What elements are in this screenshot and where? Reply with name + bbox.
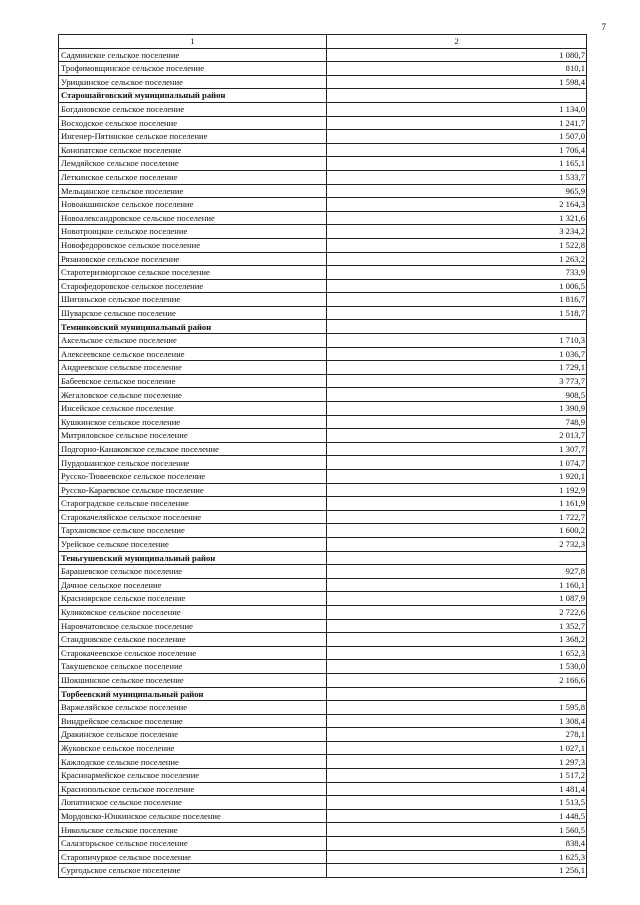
settlement-name: Пурдошанское сельское поселение — [59, 456, 327, 470]
table-row — [59, 157, 587, 171]
amount-value — [327, 320, 587, 334]
table-row — [59, 728, 587, 742]
settlement-name: Митряловское сельское поселение — [59, 429, 327, 443]
amount-value: 1 595,8 — [327, 701, 587, 715]
amount-value: 1 321,6 — [327, 211, 587, 225]
table-row — [59, 782, 587, 796]
amount-value: 1 241,7 — [327, 116, 587, 130]
table-row — [59, 361, 587, 375]
table-row — [59, 714, 587, 728]
settlement-name: Старопичуркое сельское поселение — [59, 850, 327, 864]
table-row — [59, 374, 587, 388]
amount-value: 2 013,7 — [327, 429, 587, 443]
table-row — [59, 796, 587, 810]
settlement-name: Урицкинское сельское поселение — [59, 75, 327, 89]
settlement-name: Красноармейское сельское поселение — [59, 769, 327, 783]
amount-value: 3 234,2 — [327, 225, 587, 239]
table-row — [59, 279, 587, 293]
settlement-name: Леткинское сельское поселение — [59, 170, 327, 184]
settlement-name: Старотеризморгское сельское поселение — [59, 266, 327, 280]
settlement-name: Сургодьское сельское поселение — [59, 864, 327, 878]
settlement-name: Лопатинское сельское поселение — [59, 796, 327, 810]
amount-value — [327, 687, 587, 701]
district-name: Старошайговский муниципальный район — [59, 89, 327, 103]
table-body — [59, 48, 587, 877]
table-row — [59, 565, 587, 579]
district-header-row — [59, 320, 587, 334]
table-row — [59, 605, 587, 619]
table-row — [59, 75, 587, 89]
settlement-name: Варжеляйское сельское поселение — [59, 701, 327, 715]
settlement-name: Старокачеляйское сельское поселение — [59, 510, 327, 524]
settlement-name: Урейское сельское поселение — [59, 537, 327, 551]
table-row — [59, 619, 587, 633]
amount-value: 1 522,8 — [327, 238, 587, 252]
table-row — [59, 660, 587, 674]
amount-value: 965,9 — [327, 184, 587, 198]
amount-value: 1 256,1 — [327, 864, 587, 878]
amount-value: 1 080,7 — [327, 48, 587, 62]
table-row — [59, 578, 587, 592]
amount-value: 1 722,7 — [327, 510, 587, 524]
amount-value: 810,1 — [327, 62, 587, 76]
settlement-name: Бабеевское сельское поселение — [59, 374, 327, 388]
settlement-name: Шокшинское сельское поселение — [59, 673, 327, 687]
table-row — [59, 102, 587, 116]
table-row — [59, 741, 587, 755]
settlement-name: Ингенер-Пятинское сельское поселение — [59, 130, 327, 144]
amount-value: 278,1 — [327, 728, 587, 742]
settlement-name: Дракинское сельское поселение — [59, 728, 327, 742]
table-row — [59, 143, 587, 157]
settlement-name: Наровчатовское сельское поселение — [59, 619, 327, 633]
table-row — [59, 116, 587, 130]
table-header-row — [59, 35, 587, 49]
table-row — [59, 592, 587, 606]
amount-value: 1 507,0 — [327, 130, 587, 144]
amount-value: 1 087,9 — [327, 592, 587, 606]
amount-value: 908,5 — [327, 388, 587, 402]
settlement-name: Стандровское сельское поселение — [59, 633, 327, 647]
table-row — [59, 48, 587, 62]
table-row — [59, 388, 587, 402]
amount-value: 3 773,7 — [327, 374, 587, 388]
table-row — [59, 823, 587, 837]
table-row — [59, 184, 587, 198]
table-row — [59, 769, 587, 783]
settlements-table-container — [58, 34, 586, 878]
settlement-name: Новотроицкое сельское поселение — [59, 225, 327, 239]
settlement-name: Виндрейское сельское поселение — [59, 714, 327, 728]
settlement-name: Конопатское сельское поселение — [59, 143, 327, 157]
table-row — [59, 211, 587, 225]
amount-value: 1 160,1 — [327, 578, 587, 592]
amount-value: 2 164,3 — [327, 198, 587, 212]
amount-value: 2 732,3 — [327, 537, 587, 551]
settlement-name: Шуварское сельское поселение — [59, 306, 327, 320]
settlement-name: Русско-Тювеевское сельское поселение — [59, 470, 327, 484]
settlement-name: Лемдяйское сельское поселение — [59, 157, 327, 171]
settlement-name: Инсейское сельское поселение — [59, 402, 327, 416]
table-row — [59, 755, 587, 769]
amount-value: 1 920,1 — [327, 470, 587, 484]
table-row — [59, 225, 587, 239]
page-number: 7 — [601, 22, 606, 32]
settlement-name: Красноярское сельское поселение — [59, 592, 327, 606]
table-row — [59, 238, 587, 252]
settlement-name: Старокачеевское сельское поселение — [59, 646, 327, 660]
amount-value: 1 165,1 — [327, 157, 587, 171]
amount-value: 1 481,4 — [327, 782, 587, 796]
settlement-name: Богдановское сельское поселение — [59, 102, 327, 116]
amount-value: 1 161,9 — [327, 497, 587, 511]
settlements-table — [58, 34, 587, 878]
settlement-name: Мельцанское сельское поселение — [59, 184, 327, 198]
amount-value: 1 192,9 — [327, 483, 587, 497]
table-row — [59, 809, 587, 823]
settlement-name: Жегаловское сельское поселение — [59, 388, 327, 402]
district-header-row — [59, 551, 587, 565]
settlement-name: Трофимовщинское сельское поселение — [59, 62, 327, 76]
table-row — [59, 646, 587, 660]
table-row — [59, 497, 587, 511]
settlement-name: Куликовское сельское поселение — [59, 605, 327, 619]
settlement-name: Рязановское сельское поселение — [59, 252, 327, 266]
settlement-name: Тархановское сельское поселение — [59, 524, 327, 538]
amount-value: 748,9 — [327, 415, 587, 429]
amount-value: 1 074,7 — [327, 456, 587, 470]
settlement-name: Такушевское сельское поселение — [59, 660, 327, 674]
amount-value: 1 706,4 — [327, 143, 587, 157]
amount-value: 838,4 — [327, 837, 587, 851]
amount-value: 1 297,3 — [327, 755, 587, 769]
amount-value: 733,9 — [327, 266, 587, 280]
amount-value: 1 729,1 — [327, 361, 587, 375]
district-header-row — [59, 89, 587, 103]
settlement-name: Старофедоровское сельское поселение — [59, 279, 327, 293]
settlement-name: Андреевское сельское поселение — [59, 361, 327, 375]
settlement-name: Жуковское сельское поселение — [59, 741, 327, 755]
settlement-name: Подгорно-Канаковское сельское поселение — [59, 442, 327, 456]
amount-value: 1 448,5 — [327, 809, 587, 823]
settlement-name: Алексеевское сельское поселение — [59, 347, 327, 361]
amount-value: 2 166,6 — [327, 673, 587, 687]
table-row — [59, 334, 587, 348]
district-name: Теньгушевский муниципальный район — [59, 551, 327, 565]
settlement-name: Салазгорьское сельское поселение — [59, 837, 327, 851]
table-row — [59, 415, 587, 429]
table-row — [59, 429, 587, 443]
table-row — [59, 306, 587, 320]
amount-value: 1 533,7 — [327, 170, 587, 184]
amount-value: 1 560,5 — [327, 823, 587, 837]
amount-value: 1 263,2 — [327, 252, 587, 266]
amount-value: 1 027,1 — [327, 741, 587, 755]
amount-value: 1 352,7 — [327, 619, 587, 633]
amount-value — [327, 551, 587, 565]
settlement-name: Новофедоровское сельское поселение — [59, 238, 327, 252]
settlement-name: Кушкинское сельское поселение — [59, 415, 327, 429]
amount-value: 1 517,2 — [327, 769, 587, 783]
table-row — [59, 293, 587, 307]
table-row — [59, 701, 587, 715]
district-name: Торбеевский муниципальный район — [59, 687, 327, 701]
settlement-name: Аксельское сельское поселение — [59, 334, 327, 348]
settlement-name: Барашевское сельское поселение — [59, 565, 327, 579]
amount-value: 1 368,2 — [327, 633, 587, 647]
table-row — [59, 850, 587, 864]
district-header-row — [59, 687, 587, 701]
amount-value: 1 600,2 — [327, 524, 587, 538]
settlement-name: Русско-Караевское сельское поселение — [59, 483, 327, 497]
column-header-1: 1 — [59, 35, 327, 49]
table-row — [59, 483, 587, 497]
table-row — [59, 470, 587, 484]
table-row — [59, 537, 587, 551]
table-row — [59, 130, 587, 144]
table-row — [59, 347, 587, 361]
amount-value: 1 307,7 — [327, 442, 587, 456]
amount-value: 1 518,7 — [327, 306, 587, 320]
amount-value: 1 390,9 — [327, 402, 587, 416]
table-row — [59, 402, 587, 416]
amount-value: 2 722,6 — [327, 605, 587, 619]
column-header-2: 2 — [327, 35, 587, 49]
settlement-name: Новоалександровское сельское поселение — [59, 211, 327, 225]
settlement-name: Староградское сельское поселение — [59, 497, 327, 511]
amount-value: 1 134,0 — [327, 102, 587, 116]
amount-value: 1 036,7 — [327, 347, 587, 361]
table-row — [59, 524, 587, 538]
settlement-name: Никольское сельское поселение — [59, 823, 327, 837]
table-row — [59, 252, 587, 266]
amount-value: 1 308,4 — [327, 714, 587, 728]
amount-value: 1 513,5 — [327, 796, 587, 810]
table-row — [59, 837, 587, 851]
table-row — [59, 62, 587, 76]
amount-value: 1 530,0 — [327, 660, 587, 674]
amount-value — [327, 89, 587, 103]
amount-value: 927,8 — [327, 565, 587, 579]
amount-value: 1 625,3 — [327, 850, 587, 864]
table-row — [59, 510, 587, 524]
settlement-name: Шигоньское сельское поселение — [59, 293, 327, 307]
settlement-name: Садминское сельское поселение — [59, 48, 327, 62]
settlement-name: Мордовско-Юнкинское сельское поселение — [59, 809, 327, 823]
amount-value: 1 006,5 — [327, 279, 587, 293]
table-row — [59, 633, 587, 647]
settlement-name: Дачное сельское поселение — [59, 578, 327, 592]
amount-value: 1 710,3 — [327, 334, 587, 348]
amount-value: 1 598,4 — [327, 75, 587, 89]
table-row — [59, 170, 587, 184]
amount-value: 1 652,3 — [327, 646, 587, 660]
settlement-name: Кажлодское сельское поселение — [59, 755, 327, 769]
settlement-name: Краснопольское сельское поселение — [59, 782, 327, 796]
district-name: Темниковский муниципальный район — [59, 320, 327, 334]
table-row — [59, 456, 587, 470]
amount-value: 1 816,7 — [327, 293, 587, 307]
settlement-name: Новоакшинское сельское поселение — [59, 198, 327, 212]
table-row — [59, 442, 587, 456]
table-row — [59, 266, 587, 280]
settlement-name: Восходское сельское поселение — [59, 116, 327, 130]
table-row — [59, 198, 587, 212]
table-row — [59, 673, 587, 687]
table-row — [59, 864, 587, 878]
